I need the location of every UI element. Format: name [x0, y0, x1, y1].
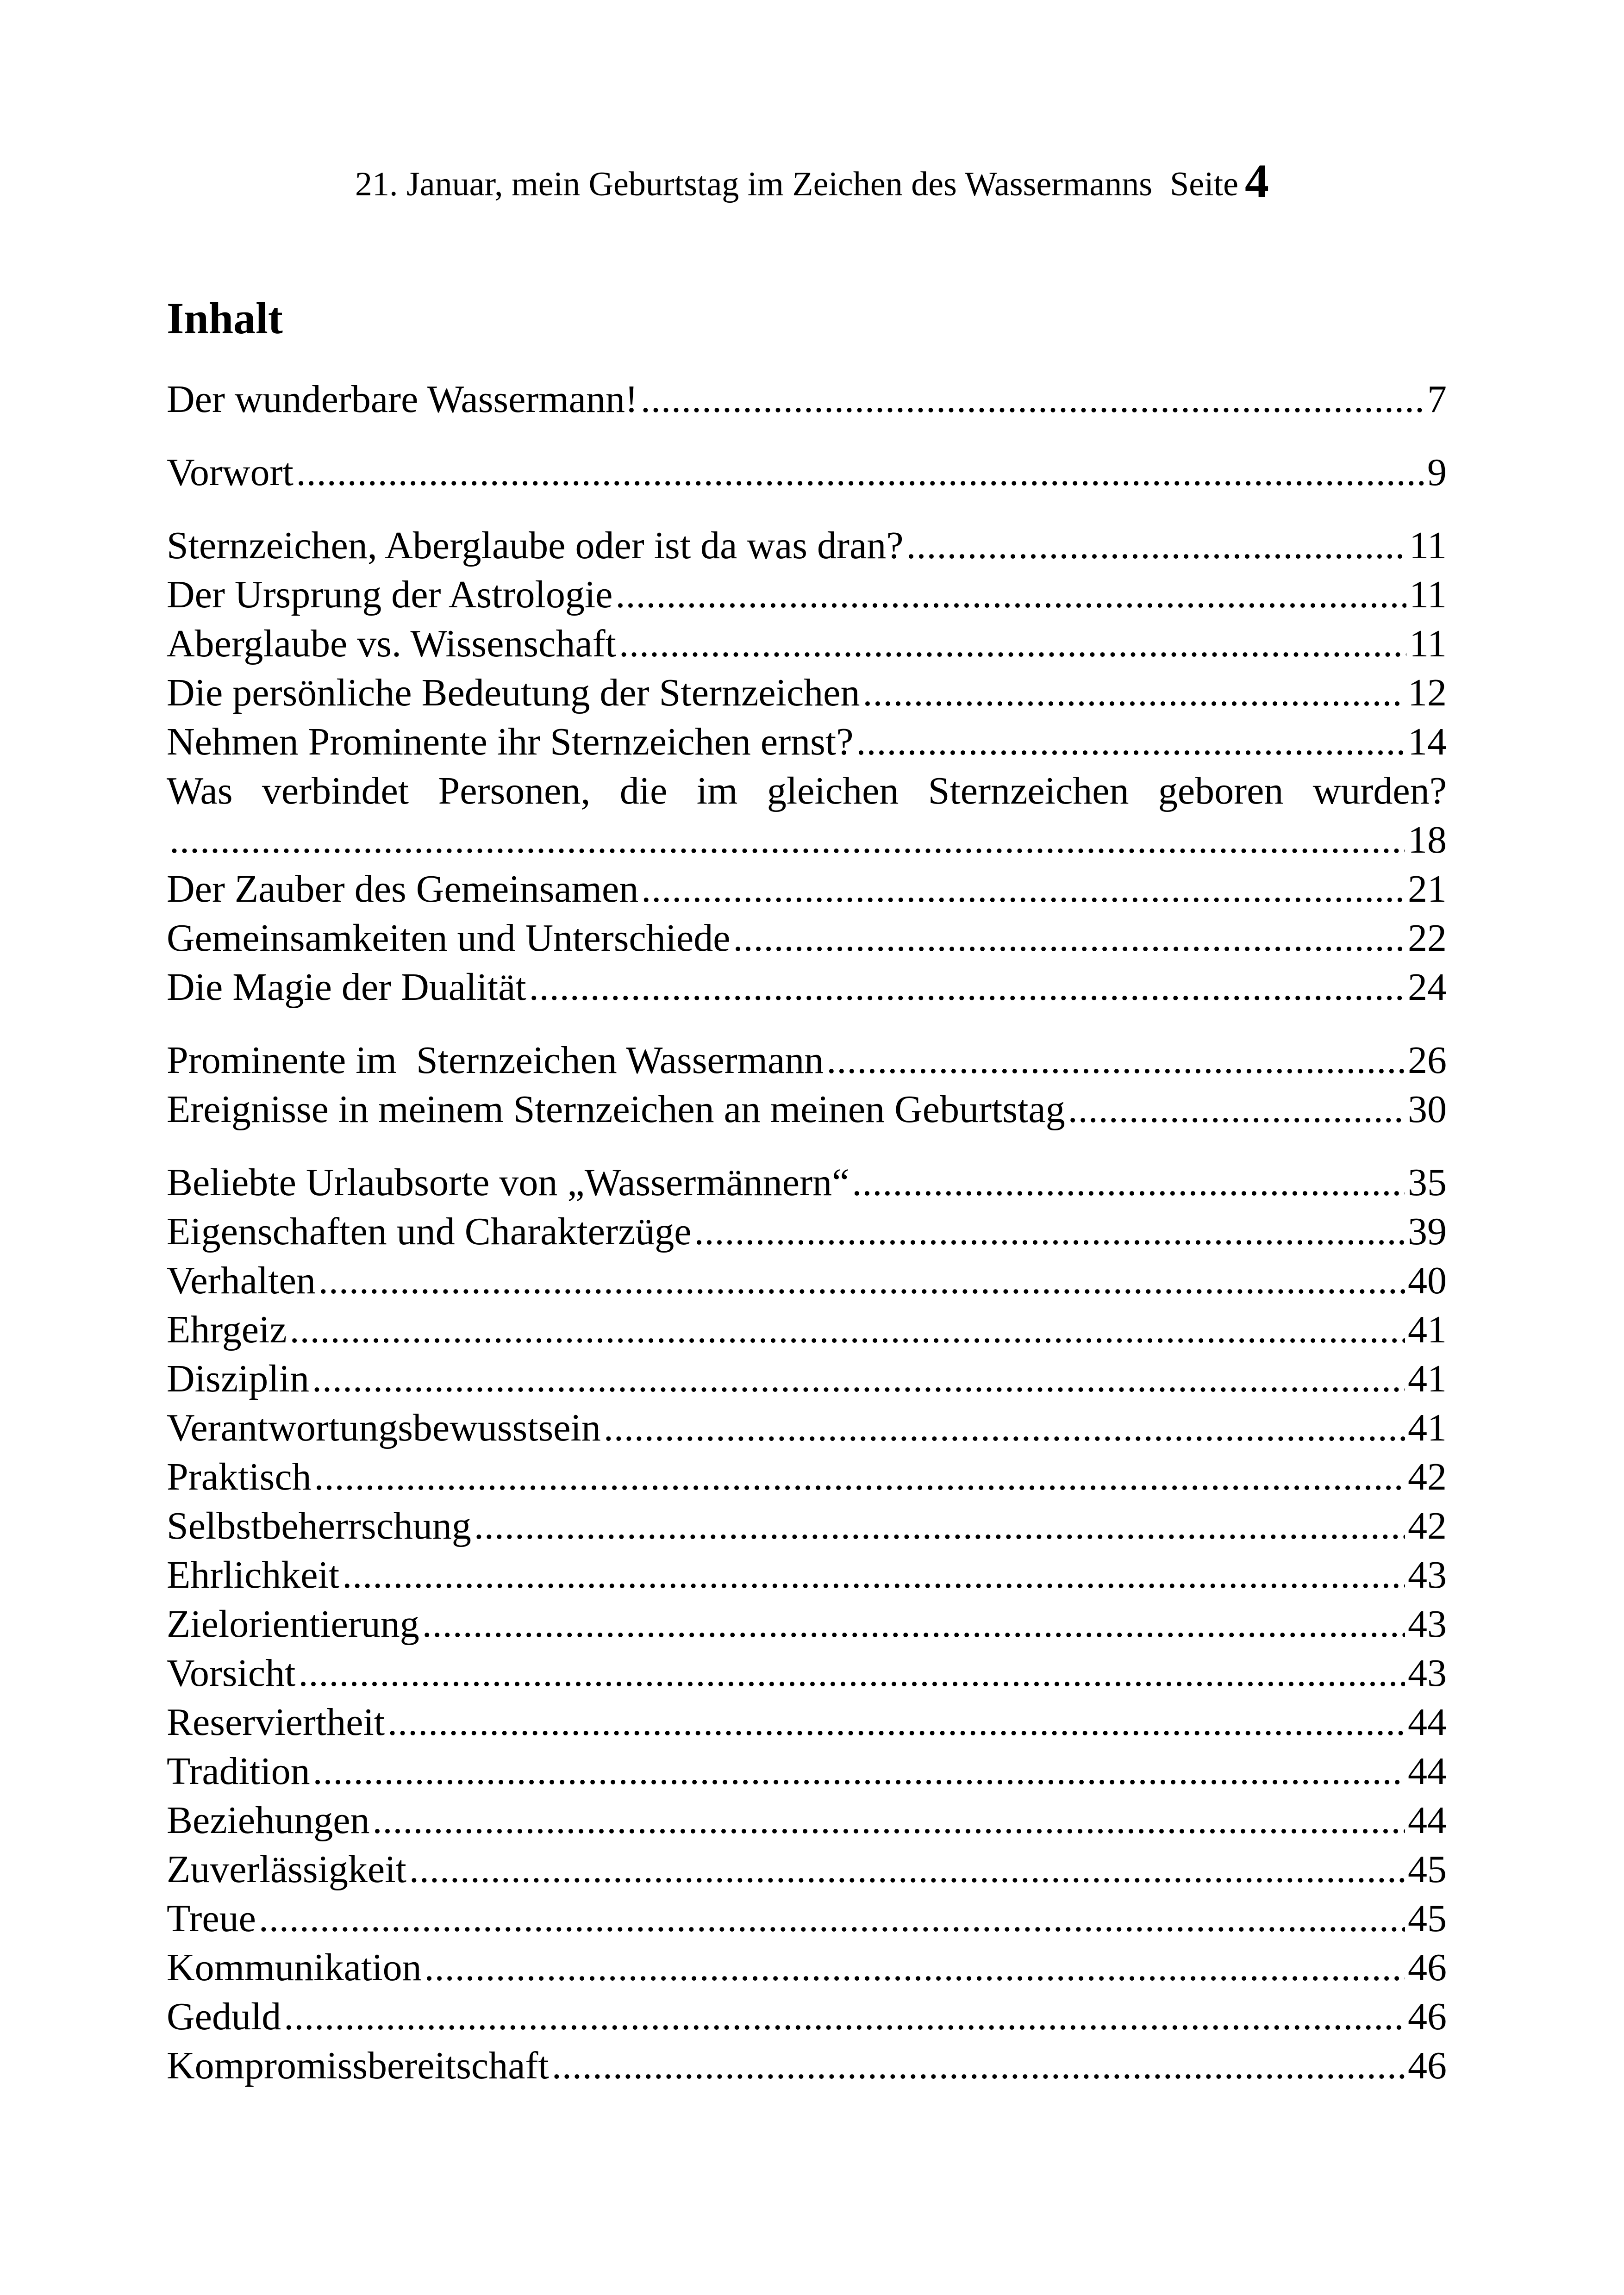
dot-leader: [422, 1600, 1405, 1649]
toc-entry[interactable]: [167, 375, 1447, 424]
dot-leader: [641, 865, 1405, 914]
toc-entry-page: 46: [1408, 2044, 1447, 2087]
toc-entry-title: Treue: [167, 1897, 256, 1940]
toc-entry-title: Praktisch: [167, 1455, 312, 1498]
toc-entry-page: 12: [1408, 671, 1447, 714]
toc-entry[interactable]: [167, 668, 1447, 717]
toc-entry-page: 22: [1408, 917, 1447, 960]
toc-entry-title: Der wunderbare Wassermann!: [167, 378, 638, 421]
toc-entry-title: Die persönliche Bedeutung der Sternzeichen: [167, 671, 860, 714]
toc-entry[interactable]: [167, 1894, 1447, 1943]
dot-leader: [284, 1992, 1405, 2041]
toc-entry-page: 40: [1408, 1259, 1447, 1302]
toc-entry-title: Nehmen Prominente ihr Sternzeichen ernst?: [167, 720, 854, 763]
toc-entry-page: 43: [1408, 1603, 1447, 1646]
dot-leader: [529, 963, 1405, 1012]
toc-entry-title: Disziplin: [167, 1357, 309, 1400]
toc-entry[interactable]: [167, 816, 1447, 865]
dot-leader: [169, 816, 1405, 865]
toc-entry[interactable]: [167, 570, 1447, 619]
dot-leader: [852, 1158, 1405, 1207]
toc-entry-title: Ereignisse in meinem Sternzeichen an meinen Geburtstag: [167, 1088, 1065, 1131]
dot-leader: [409, 1845, 1405, 1894]
dot-leader: [313, 1747, 1405, 1796]
toc-entry[interactable]: [167, 865, 1447, 914]
toc-entry-title: Verhalten: [167, 1259, 316, 1302]
toc-entry-title: Prominente im Sternzeichen Wassermann: [167, 1039, 824, 1082]
toc-entry-page: 45: [1408, 1897, 1447, 1940]
toc-entry-title: Kommunikation: [167, 1946, 422, 1989]
toc-entry[interactable]: [167, 1502, 1447, 1551]
toc-entry-page: 7: [1427, 378, 1447, 421]
toc-entry-title: Verantwortungsbewusstsein: [167, 1406, 601, 1449]
toc-entry[interactable]: [167, 1403, 1447, 1453]
toc-entry[interactable]: [167, 914, 1447, 963]
toc-entry[interactable]: [167, 1747, 1447, 1796]
toc-entry-title: Aberglaube vs. Wissenschaft: [167, 622, 616, 665]
toc-entry[interactable]: [167, 619, 1447, 668]
toc-entry-page: 11: [1409, 524, 1447, 567]
toc-entry-page: 41: [1408, 1406, 1447, 1449]
toc-entry[interactable]: [167, 1085, 1447, 1134]
toc-entry[interactable]: [167, 448, 1447, 497]
dot-leader: [694, 1207, 1405, 1256]
toc-entry-page: 44: [1408, 1799, 1447, 1842]
dot-leader: [733, 914, 1405, 963]
page-label: Seite: [1170, 165, 1239, 203]
toc-entry-page: 18: [1408, 818, 1447, 861]
toc-entry-title: Geduld: [167, 1995, 281, 2038]
toc-entry[interactable]: [167, 1600, 1447, 1649]
toc-entry-title: Tradition: [167, 1750, 310, 1793]
toc-entry-title: Ehrlichkeit: [167, 1553, 340, 1597]
toc-entry[interactable]: [167, 2041, 1447, 2090]
toc-entry-page: 26: [1408, 1039, 1447, 1082]
dot-leader: [1068, 1085, 1405, 1134]
running-header: [0, 157, 1624, 206]
dot-leader: [312, 1354, 1405, 1403]
toc-entry-page: 35: [1408, 1161, 1447, 1204]
toc-entry-title: Zuverlässigkeit: [167, 1848, 406, 1891]
dot-leader: [290, 1305, 1405, 1354]
toc-entry-title: Kompromissbereitschaft: [167, 2044, 549, 2087]
toc-entry[interactable]: [167, 1698, 1447, 1747]
toc-heading: Inhalt: [167, 293, 283, 343]
dot-leader: [856, 717, 1405, 767]
toc-entry-page: 41: [1408, 1308, 1447, 1351]
dot-leader: [906, 521, 1407, 570]
toc-entry-page: 44: [1408, 1750, 1447, 1793]
toc-entry[interactable]: [167, 963, 1447, 1012]
dot-leader: [342, 1551, 1405, 1600]
page-number: 4: [1245, 155, 1269, 208]
toc-entry-page: 11: [1409, 573, 1447, 616]
toc-entry-page: 30: [1408, 1088, 1447, 1131]
dot-leader: [619, 619, 1406, 668]
toc-entry-page: 14: [1408, 720, 1447, 763]
toc-entry[interactable]: [167, 1943, 1447, 1992]
toc-entry-title: Zielorientierung: [167, 1603, 419, 1646]
toc-entry-title: Selbstbeherrschung: [167, 1504, 471, 1547]
dot-leader: [552, 2041, 1405, 2090]
toc-entry-page: 42: [1408, 1455, 1447, 1498]
dot-leader: [296, 448, 1424, 497]
toc-entry[interactable]: [167, 1796, 1447, 1845]
toc-entry-page: 46: [1408, 1946, 1447, 1989]
toc-entry-title: Beziehungen: [167, 1799, 370, 1842]
toc-entry-page: 41: [1408, 1357, 1447, 1400]
toc-entry[interactable]: [167, 1256, 1447, 1305]
toc-entry-title: Sternzeichen, Aberglaube oder ist da was dran?: [167, 524, 904, 567]
running-title: 21. Januar, mein Geburtstag im Zeichen des Wassermanns: [355, 165, 1153, 203]
toc-entry-page: 11: [1409, 622, 1447, 665]
toc-entry-title: Eigenschaften und Charakterzüge: [167, 1210, 692, 1253]
dot-leader: [425, 1943, 1405, 1992]
toc-entry[interactable]: [167, 717, 1447, 767]
toc-entry-title: Vorwort: [167, 451, 294, 494]
toc-entry[interactable]: [167, 1649, 1447, 1698]
dot-leader: [314, 1453, 1405, 1502]
toc-entry-title: Gemeinsamkeiten und Unterschiede: [167, 917, 731, 960]
dot-leader: [826, 1036, 1405, 1085]
toc-entry-title: Vorsicht: [167, 1652, 296, 1695]
toc-entry-title: Beliebte Urlaubsorte von „Wassermännern“: [167, 1161, 849, 1204]
dot-leader: [862, 668, 1405, 717]
toc-entry-page: 21: [1408, 867, 1447, 911]
dot-leader: [641, 375, 1424, 424]
toc-entry[interactable]: [167, 1992, 1447, 2041]
toc-entry-page: 24: [1408, 966, 1447, 1009]
toc-entry[interactable]: [167, 1305, 1447, 1354]
toc-entry[interactable]: [167, 1207, 1447, 1256]
dot-leader: [298, 1649, 1405, 1698]
toc-entry-page: 43: [1408, 1553, 1447, 1597]
toc-entry[interactable]: [167, 1845, 1447, 1894]
toc-entry-title: Die Magie der Dualität: [167, 966, 526, 1009]
dot-leader: [604, 1403, 1405, 1453]
toc-entry-title: Der Ursprung der Astrologie: [167, 573, 613, 616]
dot-leader: [387, 1698, 1405, 1747]
dot-leader: [474, 1502, 1405, 1551]
toc-entry[interactable]: [167, 1036, 1447, 1085]
dot-leader: [615, 570, 1406, 619]
toc-entry-page: 46: [1408, 1995, 1447, 2038]
toc-entry-page: 42: [1408, 1504, 1447, 1547]
toc-entry[interactable]: [167, 521, 1447, 570]
dot-leader: [373, 1796, 1405, 1845]
toc-entry-title: Der Zauber des Gemeinsamen: [167, 867, 639, 911]
toc-entry-page: 45: [1408, 1848, 1447, 1891]
toc-entry[interactable]: [167, 1551, 1447, 1600]
dot-leader: [319, 1256, 1405, 1305]
toc-entry-title: Was verbindet Personen, die im gleichen Sternzeichen geboren wurden?: [167, 769, 1447, 812]
toc-entry[interactable]: [167, 1354, 1447, 1403]
toc-entry-title: Reserviertheit: [167, 1701, 385, 1744]
toc-entry[interactable]: [167, 1453, 1447, 1502]
toc-entry-title: Ehrgeiz: [167, 1308, 287, 1351]
toc-entry-title-line[interactable]: [167, 767, 1447, 816]
dot-leader: [259, 1894, 1405, 1943]
toc-entry-page: 44: [1408, 1701, 1447, 1744]
toc-entry-page: 9: [1427, 451, 1447, 494]
table-of-contents: [167, 375, 1447, 2090]
toc-entry-page: 43: [1408, 1652, 1447, 1695]
toc-entry[interactable]: [167, 1158, 1447, 1207]
toc-entry-page: 39: [1408, 1210, 1447, 1253]
